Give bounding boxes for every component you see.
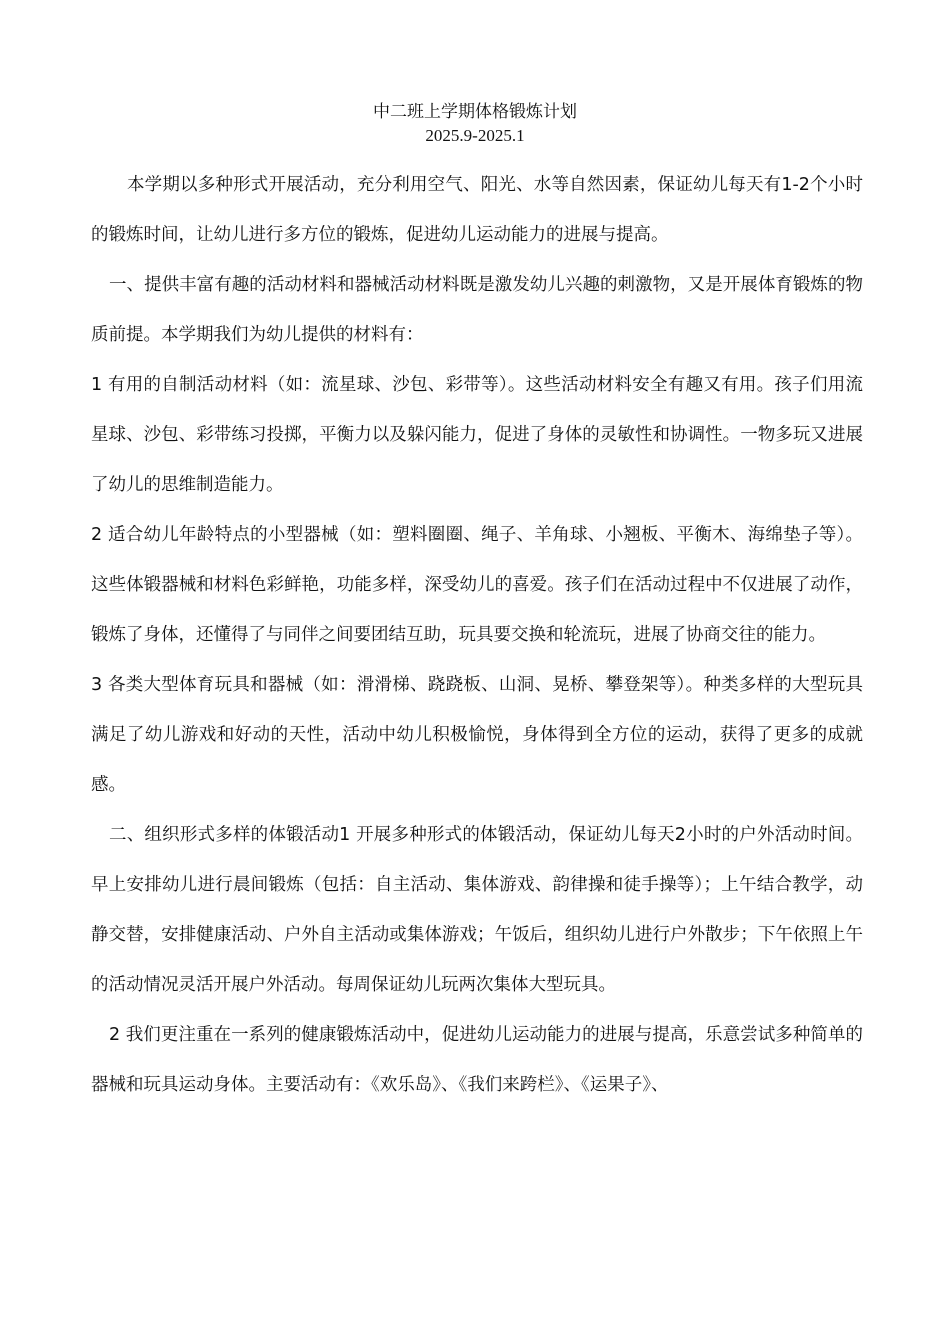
paragraph-section-two: 二、组织形式多样的体锻活动1 开展多种形式的体锻活动，保证幼儿每天2小时的户外活动时间。早上安排幼儿进行晨间锻炼（包括：自主活动、集体游戏、韵律操和徒手操等）；上午结合教学，动静交替，安排健康活动、户外自主活动或集体游戏；午饭后，组织幼儿进行户外散步；下午依照上午的活动情况灵活开展户外活动。每周保证幼儿玩两次集体大型玩具。 <box>91 825 863 995</box>
document-body <box>91 160 863 1110</box>
paragraph-intro: 本学期以多种形式开展活动，充分利用空气、阳光、水等自然因素，保证幼儿每天有1-2个小时的锻炼时间，让幼儿进行多方位的锻炼，促进幼儿运动能力的进展与提高。 <box>91 175 863 245</box>
paragraph-section-two-item-2: 2 我们更注重在一系列的健康锻炼活动中，促进幼儿运动能力的进展与提高，乐意尝试多种简单的器械和玩具运动身体。主要活动有：《欢乐岛》、《我们来跨栏》、《运果子》、 <box>91 1025 863 1095</box>
paragraph-section-one: 一、提供丰富有趣的活动材料和器械活动材料既是激发幼儿兴趣的刺激物，又是开展体育锻炼的物质前提。本学期我们为幼儿提供的材料有： <box>91 275 863 345</box>
document-title: 中二班上学期体格锻炼计划 <box>373 102 577 122</box>
paragraph-item-3: 3 各类大型体育玩具和器械（如：滑滑梯、跷跷板、山洞、晃桥、攀登架等）。种类多样的大型玩具满足了幼儿游戏和好动的天性，活动中幼儿积极愉悦，身体得到全方位的运动，获得了更多的成就感。 <box>91 675 863 795</box>
paragraph-item-1: 1 有用的自制活动材料（如：流星球、沙包、彩带等）。这些活动材料安全有趣又有用。孩子们用流星球、沙包、彩带练习投掷，平衡力以及躲闪能力，促进了身体的灵敏性和协调性。一物多玩又进展了幼儿的思维制造能力。 <box>91 375 863 495</box>
paragraph-item-2: 2 适合幼儿年龄特点的小型器械（如：塑料圈圈、绳子、羊角球、小翘板、平衡木、海绵垫子等）。这些体锻器械和材料色彩鲜艳，功能多样，深受幼儿的喜爱。孩子们在活动过程中不仅进展了动作，锻炼了身体，还懂得了与同伴之间要团结互助，玩具要交换和轮流玩，进展了协商交往的能力。 <box>91 525 863 645</box>
document-date-range: 2025.9-2025.1 <box>425 126 525 145</box>
